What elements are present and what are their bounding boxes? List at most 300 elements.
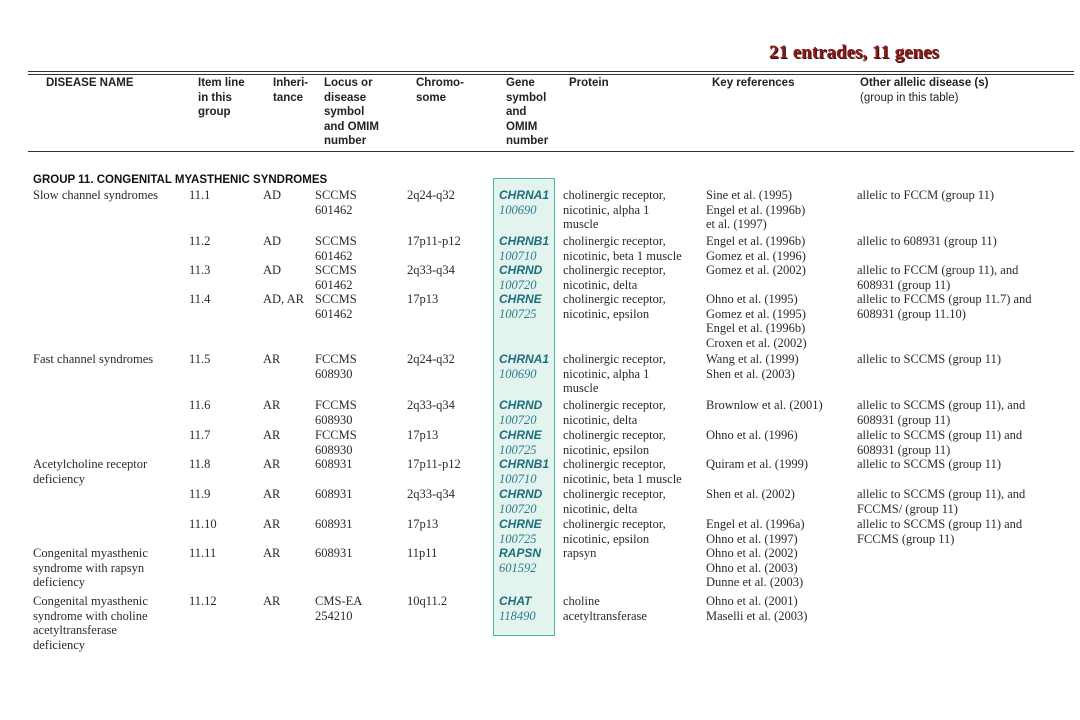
header-top-rule-2 bbox=[28, 74, 1074, 75]
gene-symbol: CHRNA1 bbox=[499, 188, 550, 202]
item-line-line: 11.11 bbox=[189, 546, 217, 560]
locus-symbol-line: 608931 bbox=[315, 546, 353, 560]
key-references bbox=[706, 292, 807, 350]
chromosome-line: 17p13 bbox=[407, 428, 439, 442]
locus-symbol-line: 601462 bbox=[315, 277, 353, 292]
locus-symbol-line: FCCMS bbox=[315, 352, 357, 366]
header-locus-line: and OMIM bbox=[324, 120, 379, 133]
inheritance bbox=[263, 188, 281, 203]
other-allelic-disease bbox=[857, 517, 1022, 546]
header-gene-line: symbol bbox=[506, 91, 547, 104]
other-allelic-disease-line: allelic to FCCM (group 11) bbox=[857, 188, 995, 202]
gene-omim-number: 100720 bbox=[499, 412, 537, 427]
table-row bbox=[0, 487, 1080, 516]
other-allelic-disease bbox=[857, 292, 1032, 321]
other-allelic-disease-line: allelic to SCCMS (group 11), and bbox=[857, 398, 1026, 412]
protein-line: cholinergic receptor, bbox=[563, 188, 666, 202]
item-line-line: 11.6 bbox=[189, 398, 211, 412]
key-references-line: Ohno et al. (1997) bbox=[706, 531, 798, 546]
key-references bbox=[706, 234, 806, 263]
key-references-line: Gomez et al. (2002) bbox=[706, 263, 806, 277]
key-references bbox=[706, 487, 795, 502]
chromosome-line: 2q33-q34 bbox=[407, 487, 455, 501]
locus-symbol-line: 601462 bbox=[315, 202, 353, 217]
gene-omim-number: 100710 bbox=[499, 471, 537, 486]
inheritance-line: AR bbox=[263, 517, 281, 531]
header-other-line: Other allelic disease (s) bbox=[860, 77, 989, 89]
header-gene-line: and bbox=[506, 106, 527, 119]
locus-symbol bbox=[315, 517, 353, 532]
key-references bbox=[706, 546, 803, 590]
header-disease bbox=[46, 76, 134, 91]
key-references-line: Ohno et al. (2001) bbox=[706, 594, 798, 608]
chromosome bbox=[407, 398, 455, 413]
locus-symbol bbox=[315, 546, 353, 561]
chromosome-line: 11p11 bbox=[407, 546, 438, 560]
table-row bbox=[0, 263, 1080, 292]
key-references-line: Gomez et al. (1995) bbox=[706, 306, 806, 321]
header-disease-line: DISEASE NAME bbox=[46, 77, 134, 89]
inheritance-line: AR bbox=[263, 546, 281, 560]
inheritance-line: AR bbox=[263, 457, 281, 471]
inheritance-line: AR bbox=[263, 487, 281, 501]
inheritance bbox=[263, 594, 280, 609]
gene-omim-number: 100725 bbox=[499, 442, 537, 457]
locus-symbol-line: 601462 bbox=[315, 306, 353, 321]
gene-symbol: RAPSN bbox=[499, 546, 542, 560]
key-references bbox=[706, 263, 806, 278]
table-row bbox=[0, 457, 1080, 486]
disease-name bbox=[33, 457, 147, 486]
locus-symbol bbox=[315, 263, 357, 292]
other-allelic-disease bbox=[857, 188, 994, 203]
item-line-line: 11.8 bbox=[189, 457, 211, 471]
item-line bbox=[189, 517, 217, 532]
disease-name bbox=[33, 594, 148, 652]
other-allelic-disease bbox=[857, 263, 1018, 292]
header-gene-line: OMIM bbox=[506, 120, 538, 133]
chromosome bbox=[407, 263, 455, 278]
header-item-line: group bbox=[198, 106, 231, 119]
key-references-line: Shen et al. (2002) bbox=[706, 487, 795, 501]
protein bbox=[563, 428, 666, 457]
gene-symbol-cell bbox=[499, 263, 542, 292]
protein-line: muscle bbox=[563, 381, 599, 396]
inheritance-line: AR bbox=[263, 398, 281, 412]
chromosome-line: 17p11-p12 bbox=[407, 234, 461, 248]
key-references bbox=[706, 517, 805, 546]
other-allelic-disease bbox=[857, 487, 1025, 516]
gene-symbol-cell bbox=[499, 517, 542, 546]
header-top-rule bbox=[28, 71, 1074, 72]
other-allelic-disease-line: allelic to SCCMS (group 11), and bbox=[857, 487, 1026, 501]
gene-symbol: CHRND bbox=[499, 487, 543, 501]
inheritance bbox=[263, 457, 280, 472]
locus-symbol-line: 608930 bbox=[315, 442, 353, 457]
protein bbox=[563, 234, 682, 263]
header-item-line: in this bbox=[198, 91, 232, 104]
disease-name bbox=[33, 188, 158, 203]
other-allelic-disease bbox=[857, 352, 1001, 367]
item-line-line: 11.2 bbox=[189, 234, 211, 248]
gene-symbol-cell bbox=[499, 594, 536, 623]
item-line bbox=[189, 457, 210, 472]
annotation-label: 21 entrades, 11 genes bbox=[769, 42, 939, 63]
chromosome bbox=[407, 234, 461, 249]
protein bbox=[563, 398, 666, 427]
header-inheritance bbox=[273, 76, 308, 105]
chromosome bbox=[407, 188, 455, 203]
gene-omim-number: 601592 bbox=[499, 560, 537, 575]
table-row bbox=[0, 188, 1080, 232]
other-allelic-disease bbox=[857, 398, 1025, 427]
key-references bbox=[706, 352, 799, 381]
protein bbox=[563, 188, 666, 232]
key-references-line: Ohno et al. (1996) bbox=[706, 428, 798, 442]
locus-symbol-line: 608931 bbox=[315, 457, 353, 471]
gene-omim-number: 100725 bbox=[499, 306, 537, 321]
other-allelic-disease-line: allelic to FCCM (group 11), and bbox=[857, 263, 1019, 277]
item-line-line: 11.9 bbox=[189, 487, 211, 501]
protein-line: cholinergic receptor, bbox=[563, 352, 666, 366]
key-references-line: Croxen et al. (2002) bbox=[706, 335, 807, 350]
table-row bbox=[0, 292, 1080, 350]
gene-symbol: CHRNE bbox=[499, 292, 542, 306]
locus-symbol-line: FCCMS bbox=[315, 398, 357, 412]
gene-symbol-cell bbox=[499, 188, 549, 217]
disease-name-line: Slow channel syndromes bbox=[33, 188, 158, 202]
gene-omim-number: 100720 bbox=[499, 277, 537, 292]
key-references-line: Brownlow et al. (2001) bbox=[706, 398, 823, 412]
header-locus bbox=[324, 76, 379, 149]
header-item bbox=[198, 76, 245, 120]
header-locus-line: disease bbox=[324, 91, 367, 104]
header-inheritance-line: Inheri- bbox=[273, 77, 309, 89]
locus-symbol-line: SCCMS bbox=[315, 188, 357, 202]
locus-symbol-line: SCCMS bbox=[315, 234, 357, 248]
other-allelic-disease bbox=[857, 457, 1001, 472]
gene-omim-number: 100720 bbox=[499, 501, 537, 516]
chromosome bbox=[407, 352, 455, 367]
protein-line: nicotinic, delta bbox=[563, 412, 638, 427]
inheritance-line: AD bbox=[263, 263, 282, 277]
chromosome bbox=[407, 457, 461, 472]
item-line bbox=[189, 234, 210, 249]
gene-omim-number: 118490 bbox=[499, 608, 536, 623]
protein-line: cholinergic receptor, bbox=[563, 398, 666, 412]
locus-symbol-line: 608931 bbox=[315, 517, 353, 531]
chromosome-line: 2q33-q34 bbox=[407, 263, 455, 277]
locus-symbol-line: 608930 bbox=[315, 412, 353, 427]
protein-line: cholinergic receptor, bbox=[563, 234, 666, 248]
gene-symbol-cell bbox=[499, 398, 542, 427]
protein-line: nicotinic, alpha 1 bbox=[563, 366, 650, 381]
chromosome-line: 2q33-q34 bbox=[407, 398, 455, 412]
key-references-line: Shen et al. (2003) bbox=[706, 366, 795, 381]
key-references-line: Dunne et al. (2003) bbox=[706, 575, 804, 590]
key-references-line: Ohno et al. (2002) bbox=[706, 546, 798, 560]
protein-line: muscle bbox=[563, 217, 599, 232]
disease-name-line: deficiency bbox=[33, 575, 86, 590]
chromosome bbox=[407, 546, 437, 561]
key-references-line: Engel et al. (1996b) bbox=[706, 234, 806, 248]
gene-symbol-cell bbox=[499, 428, 542, 457]
item-line-line: 11.7 bbox=[189, 428, 211, 442]
header-chromosome-line: Chromo- bbox=[416, 77, 464, 89]
header-refs-line: Key references bbox=[712, 77, 795, 89]
key-references-line: Ohno et al. (2003) bbox=[706, 560, 798, 575]
locus-symbol-line: 254210 bbox=[315, 608, 353, 623]
inheritance bbox=[263, 398, 280, 413]
protein bbox=[563, 263, 666, 292]
protein-line: cholinergic receptor, bbox=[563, 517, 666, 531]
disease-name-line: deficiency bbox=[33, 637, 86, 652]
protein-line: nicotinic, delta bbox=[563, 501, 638, 516]
gene-symbol: CHRNB1 bbox=[499, 457, 550, 471]
key-references bbox=[706, 398, 823, 413]
other-allelic-disease-line: allelic to SCCMS (group 11) and bbox=[857, 517, 1023, 531]
item-line bbox=[189, 352, 210, 367]
locus-symbol bbox=[315, 398, 357, 427]
header-gene-line: number bbox=[506, 135, 549, 148]
other-allelic-disease-line: 608931 (group 11) bbox=[857, 277, 951, 292]
table-row bbox=[0, 546, 1080, 590]
gene-symbol: CHRNB1 bbox=[499, 234, 550, 248]
item-line-line: 11.10 bbox=[189, 517, 217, 531]
protein bbox=[563, 292, 666, 321]
item-line bbox=[189, 263, 210, 278]
item-line-line: 11.3 bbox=[189, 263, 211, 277]
gene-omim-number: 100690 bbox=[499, 202, 537, 217]
other-allelic-disease-line: allelic to FCCMS (group 11.7) and bbox=[857, 292, 1032, 306]
protein-line: acetyltransferase bbox=[563, 608, 647, 623]
table-row bbox=[0, 594, 1080, 652]
locus-symbol-line: CMS-EA bbox=[315, 594, 363, 608]
locus-symbol bbox=[315, 428, 357, 457]
disease-name-line: Acetylcholine receptor bbox=[33, 457, 148, 471]
inheritance bbox=[263, 234, 281, 249]
chromosome-line: 17p11-p12 bbox=[407, 457, 461, 471]
key-references-line: Gomez et al. (1996) bbox=[706, 248, 806, 263]
chromosome bbox=[407, 292, 438, 307]
protein-line: rapsyn bbox=[563, 546, 597, 560]
inheritance-line: AR bbox=[263, 594, 281, 608]
key-references-line: Engel et al. (1996a) bbox=[706, 517, 805, 531]
item-line-line: 11.4 bbox=[189, 292, 211, 306]
header-gene bbox=[506, 76, 548, 149]
gene-symbol-cell bbox=[499, 292, 542, 321]
protein bbox=[563, 546, 596, 561]
protein-line: nicotinic, beta 1 muscle bbox=[563, 248, 682, 263]
item-line-line: 11.12 bbox=[189, 594, 217, 608]
inheritance bbox=[263, 263, 281, 278]
disease-name-line: acetyltransferase bbox=[33, 623, 117, 638]
protein-line: nicotinic, epsilon bbox=[563, 306, 650, 321]
inheritance-line: AD bbox=[263, 234, 282, 248]
header-inheritance-line: tance bbox=[273, 91, 304, 104]
locus-symbol bbox=[315, 234, 357, 263]
other-allelic-disease-line: allelic to SCCMS (group 11) bbox=[857, 457, 1001, 471]
gene-omim-number: 100725 bbox=[499, 531, 537, 546]
inheritance bbox=[263, 292, 304, 307]
header-locus-line: Locus or bbox=[324, 77, 373, 89]
protein-line: cholinergic receptor, bbox=[563, 487, 666, 501]
protein bbox=[563, 594, 647, 623]
inheritance-line: AR bbox=[263, 352, 281, 366]
table-row bbox=[0, 352, 1080, 396]
key-references-line: Maselli et al. (2003) bbox=[706, 608, 808, 623]
disease-name-line: Fast channel syndromes bbox=[33, 352, 154, 366]
item-line bbox=[189, 188, 210, 203]
item-line-line: 11.5 bbox=[189, 352, 211, 366]
protein bbox=[563, 517, 666, 546]
inheritance-line: AD, AR bbox=[263, 292, 304, 306]
disease-name-line: Congenital myasthenic bbox=[33, 594, 148, 608]
chromosome bbox=[407, 428, 438, 443]
locus-symbol-line: FCCMS bbox=[315, 428, 357, 442]
disease-name-line: deficiency bbox=[33, 471, 86, 486]
protein-line: nicotinic, delta bbox=[563, 277, 638, 292]
header-locus-line: symbol bbox=[324, 106, 365, 119]
locus-symbol bbox=[315, 594, 362, 623]
locus-symbol bbox=[315, 352, 357, 381]
header-protein-line: Protein bbox=[569, 77, 609, 89]
key-references bbox=[706, 594, 807, 623]
gene-omim-number: 100710 bbox=[499, 248, 537, 263]
locus-symbol-line: 601462 bbox=[315, 248, 353, 263]
other-allelic-disease-line: allelic to 608931 (group 11) bbox=[857, 234, 997, 248]
key-references-line: Wang et al. (1999) bbox=[706, 352, 799, 366]
disease-name bbox=[33, 352, 153, 367]
other-allelic-disease bbox=[857, 428, 1022, 457]
chromosome-line: 17p13 bbox=[407, 517, 439, 531]
table-row bbox=[0, 234, 1080, 263]
inheritance bbox=[263, 352, 280, 367]
key-references-line: Engel et al. (1996b) bbox=[706, 321, 806, 336]
protein-line: cholinergic receptor, bbox=[563, 292, 666, 306]
gene-symbol: CHRNE bbox=[499, 517, 542, 531]
key-references-line: Sine et al. (1995) bbox=[706, 188, 793, 202]
protein-line: choline bbox=[563, 594, 600, 608]
protein bbox=[563, 352, 666, 396]
locus-symbol bbox=[315, 487, 353, 502]
protein-line: cholinergic receptor, bbox=[563, 457, 666, 471]
item-line bbox=[189, 292, 210, 307]
inheritance bbox=[263, 428, 280, 443]
chromosome bbox=[407, 517, 438, 532]
gene-symbol: CHAT bbox=[499, 594, 532, 608]
locus-symbol-line: SCCMS bbox=[315, 263, 357, 277]
locus-symbol-line: SCCMS bbox=[315, 292, 357, 306]
protein-line: nicotinic, beta 1 muscle bbox=[563, 471, 682, 486]
key-references bbox=[706, 188, 805, 232]
header-other-subtitle: (group in this table) bbox=[860, 91, 959, 104]
chromosome bbox=[407, 594, 447, 609]
key-references bbox=[706, 428, 798, 443]
item-line bbox=[189, 546, 216, 561]
key-references-line: Quiram et al. (1999) bbox=[706, 457, 809, 471]
disease-name bbox=[33, 546, 148, 590]
protein-line: cholinergic receptor, bbox=[563, 428, 666, 442]
key-references-line: Ohno et al. (1995) bbox=[706, 292, 798, 306]
chromosome-line: 2q24-q32 bbox=[407, 188, 455, 202]
key-references-line: et al. (1997) bbox=[706, 217, 767, 232]
header-refs bbox=[712, 76, 794, 91]
gene-symbol-cell bbox=[499, 352, 549, 381]
protein-line: nicotinic, epsilon bbox=[563, 442, 650, 457]
gene-symbol: CHRNA1 bbox=[499, 352, 550, 366]
gene-symbol: CHRNE bbox=[499, 428, 542, 442]
disease-name-line: Congenital myasthenic bbox=[33, 546, 148, 560]
locus-symbol bbox=[315, 188, 357, 217]
other-allelic-disease-line: FCCMS (group 11) bbox=[857, 531, 955, 546]
inheritance bbox=[263, 517, 280, 532]
group-title: GROUP 11. CONGENITAL MYASTHENIC SYNDROMES bbox=[33, 174, 328, 186]
gene-symbol: CHRND bbox=[499, 263, 543, 277]
chromosome-line: 17p13 bbox=[407, 292, 439, 306]
inheritance bbox=[263, 546, 280, 561]
header-chromosome bbox=[416, 76, 464, 105]
header-bottom-rule bbox=[28, 151, 1074, 152]
item-line bbox=[189, 398, 210, 413]
disease-name-line: syndrome with rapsyn bbox=[33, 560, 145, 575]
item-line-line: 11.1 bbox=[189, 188, 211, 202]
gene-symbol-cell bbox=[499, 457, 549, 486]
header-other bbox=[860, 76, 988, 105]
other-allelic-disease-line: allelic to SCCMS (group 11) and bbox=[857, 428, 1023, 442]
other-allelic-disease-line: 608931 (group 11) bbox=[857, 442, 951, 457]
locus-symbol bbox=[315, 457, 353, 472]
item-line bbox=[189, 487, 210, 502]
chromosome-line: 2q24-q32 bbox=[407, 352, 455, 366]
other-allelic-disease-line: 608931 (group 11) bbox=[857, 412, 951, 427]
header-chromosome-line: some bbox=[416, 91, 447, 104]
other-allelic-disease-line: FCCMS/ (group 11) bbox=[857, 501, 958, 516]
other-allelic-disease bbox=[857, 234, 997, 249]
inheritance bbox=[263, 487, 280, 502]
table-row bbox=[0, 428, 1080, 457]
protein bbox=[563, 457, 682, 486]
chromosome-line: 10q11.2 bbox=[407, 594, 448, 608]
other-allelic-disease-line: 608931 (group 11.10) bbox=[857, 306, 966, 321]
disease-name-line: syndrome with choline bbox=[33, 608, 148, 623]
gene-omim-number: 100690 bbox=[499, 366, 537, 381]
protein bbox=[563, 487, 666, 516]
chromosome bbox=[407, 487, 455, 502]
item-line bbox=[189, 594, 217, 609]
gene-symbol-cell bbox=[499, 487, 542, 516]
protein-line: nicotinic, alpha 1 bbox=[563, 202, 650, 217]
inheritance-line: AD bbox=[263, 188, 282, 202]
table-row bbox=[0, 398, 1080, 427]
header-locus-line: number bbox=[324, 135, 367, 148]
gene-symbol: CHRND bbox=[499, 398, 543, 412]
protein-line: nicotinic, epsilon bbox=[563, 531, 650, 546]
locus-symbol bbox=[315, 292, 357, 321]
gene-symbol-cell bbox=[499, 546, 541, 575]
header-item-line: Item line bbox=[198, 77, 245, 89]
key-references-line: Engel et al. (1996b) bbox=[706, 202, 806, 217]
locus-symbol-line: 608930 bbox=[315, 366, 353, 381]
protein-line: cholinergic receptor, bbox=[563, 263, 666, 277]
header-protein bbox=[569, 76, 609, 91]
item-line bbox=[189, 428, 210, 443]
inheritance-line: AR bbox=[263, 428, 281, 442]
table-row bbox=[0, 517, 1080, 546]
key-references bbox=[706, 457, 808, 472]
header-gene-line: Gene bbox=[506, 77, 535, 89]
other-allelic-disease-line: allelic to SCCMS (group 11) bbox=[857, 352, 1001, 366]
